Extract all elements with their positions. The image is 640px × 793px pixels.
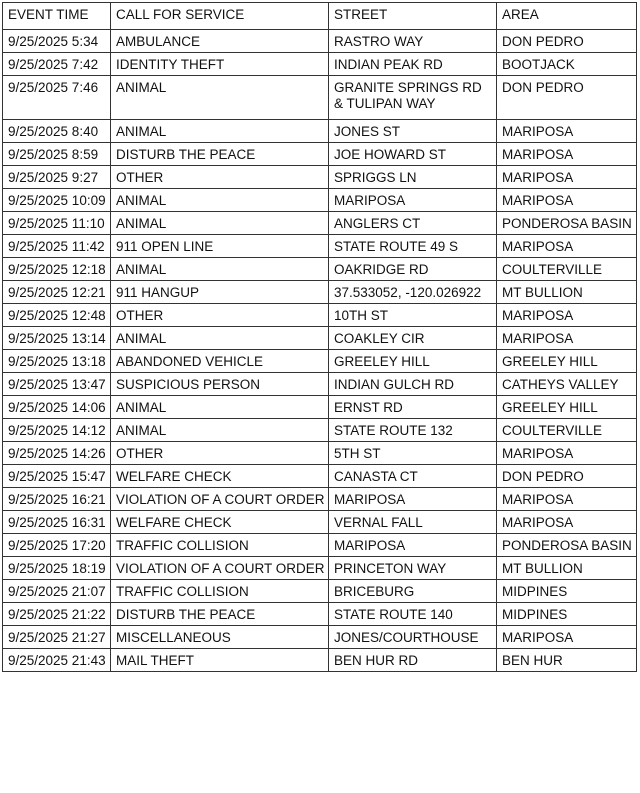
- street-cell: STATE ROUTE 140: [329, 603, 497, 626]
- street-cell: JONES/COURTHOUSE: [329, 626, 497, 649]
- event-time-cell: 9/25/2025 16:31: [3, 511, 111, 534]
- call-type-cell: WELFARE CHECK: [111, 511, 329, 534]
- street-cell: JOE HOWARD ST: [329, 143, 497, 166]
- header-event-time: EVENT TIME: [3, 3, 111, 30]
- area-cell: COULTERVILLE: [497, 258, 637, 281]
- street-cell: 5TH ST: [329, 442, 497, 465]
- table-row: [3, 557, 637, 580]
- call-type-cell: OTHER: [111, 166, 329, 189]
- area-cell: MARIPOSA: [497, 626, 637, 649]
- area-cell: PONDEROSA BASIN: [497, 212, 637, 235]
- table-row: [3, 488, 637, 511]
- event-time-cell: 9/25/2025 9:27: [3, 166, 111, 189]
- street-cell: GRANITE SPRINGS RD & TULIPAN WAY: [329, 76, 497, 120]
- event-time-cell: 9/25/2025 7:46: [3, 76, 111, 120]
- table-row: [3, 235, 637, 258]
- event-time-cell: 9/25/2025 17:20: [3, 534, 111, 557]
- call-type-cell: VIOLATION OF A COURT ORDER: [111, 488, 329, 511]
- area-cell: GREELEY HILL: [497, 396, 637, 419]
- area-cell: BOOTJACK: [497, 53, 637, 76]
- event-time-cell: 9/25/2025 14:12: [3, 419, 111, 442]
- call-type-cell: MISCELLANEOUS: [111, 626, 329, 649]
- street-cell: RASTRO WAY: [329, 30, 497, 53]
- event-time-cell: 9/25/2025 14:06: [3, 396, 111, 419]
- street-cell: MARIPOSA: [329, 488, 497, 511]
- call-type-cell: ANIMAL: [111, 419, 329, 442]
- area-cell: CATHEYS VALLEY: [497, 373, 637, 396]
- event-time-cell: 9/25/2025 16:21: [3, 488, 111, 511]
- event-time-cell: 9/25/2025 21:43: [3, 649, 111, 672]
- area-cell: GREELEY HILL: [497, 350, 637, 373]
- street-cell: VERNAL FALL: [329, 511, 497, 534]
- event-time-cell: 9/25/2025 13:14: [3, 327, 111, 350]
- event-time-cell: 9/25/2025 8:40: [3, 120, 111, 143]
- call-type-cell: ANIMAL: [111, 212, 329, 235]
- call-type-cell: MAIL THEFT: [111, 649, 329, 672]
- table-row: [3, 442, 637, 465]
- event-time-cell: 9/25/2025 11:10: [3, 212, 111, 235]
- call-type-cell: 911 HANGUP: [111, 281, 329, 304]
- street-cell: MARIPOSA: [329, 189, 497, 212]
- area-cell: MARIPOSA: [497, 143, 637, 166]
- call-type-cell: ABANDONED VEHICLE: [111, 350, 329, 373]
- call-type-cell: OTHER: [111, 442, 329, 465]
- street-cell: CANASTA CT: [329, 465, 497, 488]
- street-cell: PRINCETON WAY: [329, 557, 497, 580]
- event-time-cell: 9/25/2025 5:34: [3, 30, 111, 53]
- area-cell: MARIPOSA: [497, 166, 637, 189]
- call-type-cell: ANIMAL: [111, 189, 329, 212]
- table-row: [3, 626, 637, 649]
- call-type-cell: ANIMAL: [111, 76, 329, 120]
- call-type-cell: ANIMAL: [111, 120, 329, 143]
- street-cell: INDIAN GULCH RD: [329, 373, 497, 396]
- table-row: [3, 327, 637, 350]
- table-row: [3, 350, 637, 373]
- call-type-cell: DISTURB THE PEACE: [111, 603, 329, 626]
- street-cell: MARIPOSA: [329, 534, 497, 557]
- area-cell: MARIPOSA: [497, 120, 637, 143]
- street-cell: 37.533052, -120.026922: [329, 281, 497, 304]
- street-cell: GREELEY HILL: [329, 350, 497, 373]
- event-time-cell: 9/25/2025 8:59: [3, 143, 111, 166]
- call-type-cell: 911 OPEN LINE: [111, 235, 329, 258]
- street-cell: COAKLEY CIR: [329, 327, 497, 350]
- area-cell: DON PEDRO: [497, 76, 637, 120]
- event-time-cell: 9/25/2025 21:27: [3, 626, 111, 649]
- call-type-cell: ANIMAL: [111, 327, 329, 350]
- area-cell: DON PEDRO: [497, 465, 637, 488]
- street-cell: ANGLERS CT: [329, 212, 497, 235]
- table-row: [3, 580, 637, 603]
- table-row: [3, 373, 637, 396]
- table-row: [3, 166, 637, 189]
- header-call-for-service: CALL FOR SERVICE: [111, 3, 329, 30]
- table-row: [3, 304, 637, 327]
- table-row: [3, 258, 637, 281]
- area-cell: MARIPOSA: [497, 189, 637, 212]
- call-type-cell: OTHER: [111, 304, 329, 327]
- street-cell: 10TH ST: [329, 304, 497, 327]
- table-row: [3, 143, 637, 166]
- table-row: [3, 396, 637, 419]
- table-row: [3, 76, 637, 120]
- event-time-cell: 9/25/2025 21:22: [3, 603, 111, 626]
- table-row: [3, 53, 637, 76]
- area-cell: COULTERVILLE: [497, 419, 637, 442]
- call-type-cell: ANIMAL: [111, 258, 329, 281]
- street-cell: BRICEBURG: [329, 580, 497, 603]
- event-time-cell: 9/25/2025 15:47: [3, 465, 111, 488]
- area-cell: MARIPOSA: [497, 304, 637, 327]
- table-row: [3, 419, 637, 442]
- call-type-cell: TRAFFIC COLLISION: [111, 580, 329, 603]
- table-row: [3, 649, 637, 672]
- event-time-cell: 9/25/2025 13:47: [3, 373, 111, 396]
- street-cell: JONES ST: [329, 120, 497, 143]
- header-area: AREA: [497, 3, 637, 30]
- call-type-cell: WELFARE CHECK: [111, 465, 329, 488]
- table-row: [3, 511, 637, 534]
- call-type-cell: IDENTITY THEFT: [111, 53, 329, 76]
- event-time-cell: 9/25/2025 14:26: [3, 442, 111, 465]
- event-time-cell: 9/25/2025 13:18: [3, 350, 111, 373]
- area-cell: BEN HUR: [497, 649, 637, 672]
- header-row: [3, 3, 637, 30]
- table-row: [3, 534, 637, 557]
- street-cell: INDIAN PEAK RD: [329, 53, 497, 76]
- event-time-cell: 9/25/2025 7:42: [3, 53, 111, 76]
- area-cell: MARIPOSA: [497, 327, 637, 350]
- table-row: [3, 120, 637, 143]
- area-cell: MIDPINES: [497, 580, 637, 603]
- area-cell: PONDEROSA BASIN: [497, 534, 637, 557]
- area-cell: MIDPINES: [497, 603, 637, 626]
- event-time-cell: 9/25/2025 12:21: [3, 281, 111, 304]
- event-time-cell: 9/25/2025 10:09: [3, 189, 111, 212]
- call-log-table: [2, 2, 637, 672]
- street-cell: SPRIGGS LN: [329, 166, 497, 189]
- table-row: [3, 189, 637, 212]
- table-row: [3, 465, 637, 488]
- call-type-cell: DISTURB THE PEACE: [111, 143, 329, 166]
- street-cell: STATE ROUTE 132: [329, 419, 497, 442]
- area-cell: MARIPOSA: [497, 442, 637, 465]
- table-row: [3, 30, 637, 53]
- call-type-cell: TRAFFIC COLLISION: [111, 534, 329, 557]
- area-cell: MARIPOSA: [497, 488, 637, 511]
- area-cell: DON PEDRO: [497, 30, 637, 53]
- call-type-cell: VIOLATION OF A COURT ORDER: [111, 557, 329, 580]
- street-cell: STATE ROUTE 49 S: [329, 235, 497, 258]
- call-type-cell: ANIMAL: [111, 396, 329, 419]
- area-cell: MT BULLION: [497, 557, 637, 580]
- call-type-cell: SUSPICIOUS PERSON: [111, 373, 329, 396]
- table-row: [3, 603, 637, 626]
- table-row: [3, 281, 637, 304]
- area-cell: MT BULLION: [497, 281, 637, 304]
- street-cell: ERNST RD: [329, 396, 497, 419]
- event-time-cell: 9/25/2025 12:48: [3, 304, 111, 327]
- call-type-cell: AMBULANCE: [111, 30, 329, 53]
- event-time-cell: 9/25/2025 18:19: [3, 557, 111, 580]
- event-time-cell: 9/25/2025 11:42: [3, 235, 111, 258]
- event-time-cell: 9/25/2025 21:07: [3, 580, 111, 603]
- event-time-cell: 9/25/2025 12:18: [3, 258, 111, 281]
- street-cell: BEN HUR RD: [329, 649, 497, 672]
- area-cell: MARIPOSA: [497, 511, 637, 534]
- area-cell: MARIPOSA: [497, 235, 637, 258]
- street-cell: OAKRIDGE RD: [329, 258, 497, 281]
- header-street: STREET: [329, 3, 497, 30]
- table-row: [3, 212, 637, 235]
